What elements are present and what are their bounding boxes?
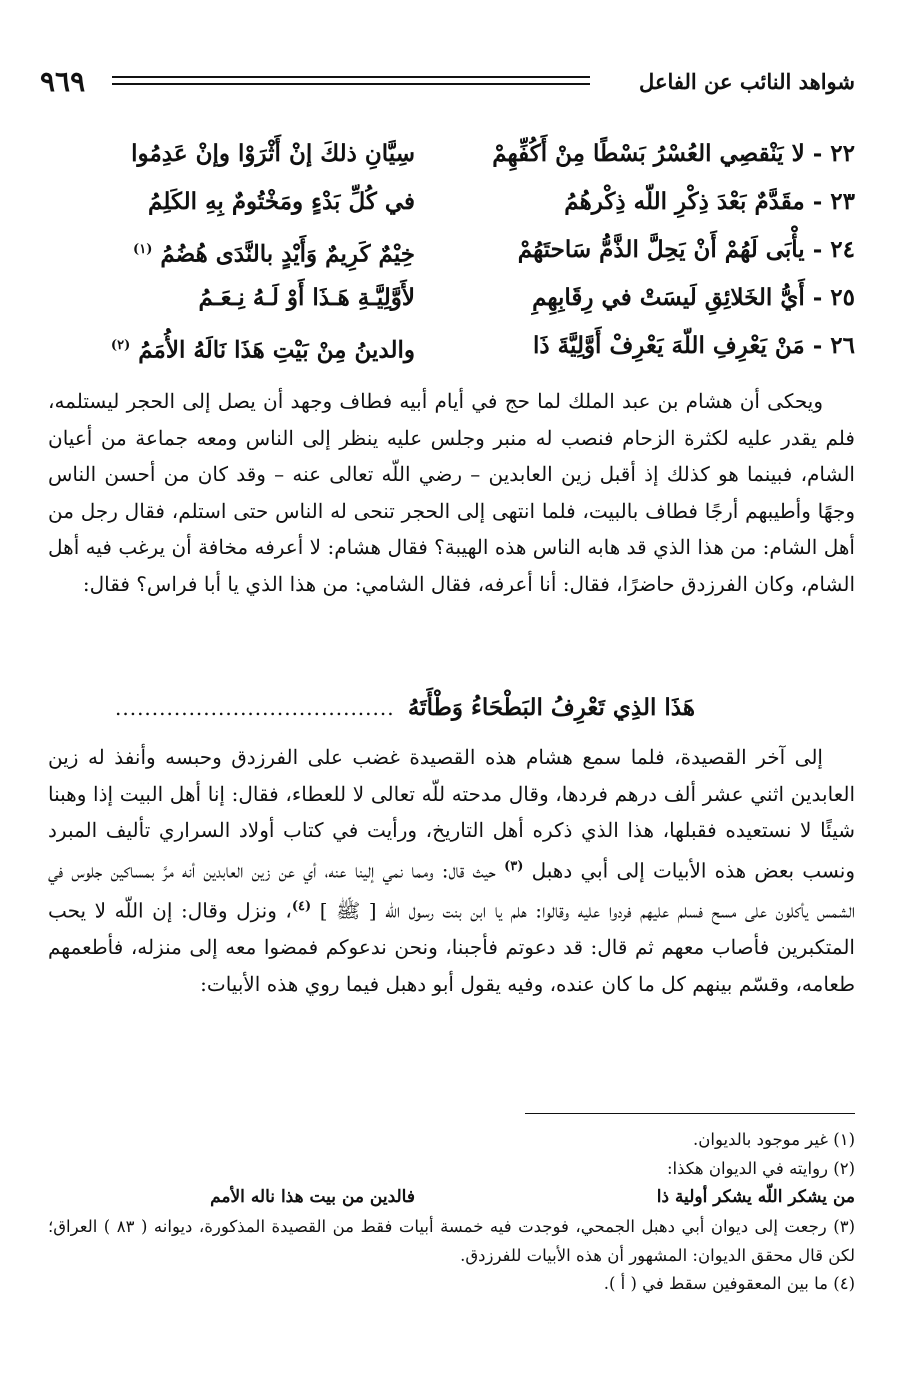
verse-number: ٢٤ [830, 236, 855, 263]
quoted-verse-ellipsis: ...................................... [115, 696, 395, 720]
footnote-2-verse [48, 1183, 855, 1213]
verse-line [50, 130, 855, 178]
poem-verses [50, 130, 855, 370]
footnote-verse-first: من يشكر اللّه يشكر أولية ذا [656, 1187, 855, 1207]
verse-first-hemistich: ٢٦ - مَنْ يَعْرِفِ اللّهَ يَعْرِفْ أَوَّلِيَّةَ ذَا [533, 332, 855, 359]
footnote-2: (٢) روايته في الديوان هكذا: [666, 1158, 855, 1178]
verse-first-text: لا يَنْقصِي العُسْرُ بَسْطًا مِنْ أَكُفِّهِمْ [492, 140, 805, 167]
verse-first-hemistich: ٢٢ - لا يَنْقصِي العُسْرُ بَسْطًا مِنْ أَكُفِّهِمْ [492, 140, 855, 167]
verse-first-text: مَنْ يَعْرِفِ اللّهَ يَعْرِفْ أَوَّلِيَّةَ ذَا [533, 332, 805, 359]
verse-first-text: أَيُّ الخَلائِقِ لَيسَتْ في رِقَابِهِمِ [532, 284, 805, 311]
paragraph-text: ويحكى أن هشام بن عبد الملك لما حج في أيام أبيه فطاف وجهد أن يصل إلى الحجر ليستلمه، فلم يقدر عليه لكثرة الزحام فنصب له منبر وجلس عليه ينظر إلى الناس ومعه جماعة من أعيان الشام، فبينما هو كذلك إذ أقبل زين العابدين – رضي اللّه تعالى عنه – وقد كان من أحسن الناس وجهًا وأطيبهم أرجًا فطاف بالبيت، فلما انتهى إلى الحجر تنحى له الناس حتى استلم، فقال رجل من أهل الشام: من هذا الذي قد هابه الناس هذه الهيبة؟ فقال هشام: لا أعرفه مخافة أن يرغب فيه أهل الشام، وكان الفرزدق حاضرًا، فقال: أنا أعرفه، فقال الشامي: من هذا الذي يا أبا فراس؟ فقال: [48, 389, 855, 596]
verse-line [50, 178, 855, 226]
paragraph-text-part3: ، ونزل وقال: إن اللّه لا يحب المتكبرين فأصاب معهم ثم قال: قد دعوتم فأجبنا، ونحن ندعوكم فمضوا معه إلى منزله، فأطعمهم طعامه، وقسّم بينهم كل ما كان عنده، وفيه يقول أبو دهبل فيما روي هذه الأبيات: [48, 898, 855, 996]
verse-number: ٢٦ [830, 332, 855, 359]
footnote-ref: (٢) [110, 338, 131, 353]
verse-line [50, 322, 855, 370]
footnote-ref: (١) [133, 242, 153, 257]
header-double-rule [112, 76, 590, 85]
verse-first-hemistich: ٢٣ - مقَدَّمٌ بَعْدَ ذِكْرِ اللّه ذِكْرهُمُ [564, 188, 855, 215]
verse-first-text: يأْبَى لَهُمْ أَنْ يَحِلَّ الذَّمُّ سَاحتَهُمْ [517, 236, 805, 263]
footnote-3: (٣) رجعت إلى ديوان أبي دهبل الجمحي، فوجدت فيه خمسة أبيات فقط من القصيدة المذكورة، ديوانه ( ٨٣ ) العراق؛ لكن قال محقق الديوان: المشهور أن هذه الأبيات للفرزدق. [48, 1217, 855, 1265]
quoted-verse [50, 688, 855, 730]
verse-number: ٢٢ [830, 140, 855, 167]
footnote-separator [525, 1113, 855, 1114]
quoted-verse-text: هَذَا الذِي تَعْرِفُ البَطْحَاءُ وَطْأَتَهُ [407, 694, 695, 721]
verse-second-hemistich: سِيَّانِ ذلكَ إنْ أَثْرَوْا وإنْ عَدِمُوا [131, 140, 415, 167]
footnote-1: (١) غير موجود بالديوان. [693, 1130, 855, 1149]
verse-number: ٢٥ [830, 284, 855, 311]
paragraph-text-part1: إلى آخر القصيدة، فلما سمع هشام هذه القصيدة غضب على الفرزدق وحبسه وأنفذ له زين العابدين اثني عشر ألف درهم فردها، وقال مدحته للّه تعالى لا للعطاء، فقال: إنا أهل البيت إذا وهبنا شيئًا لا نستعيده فقبلها، هذا الذي ذكره أهل التاريخ، ورأيت في كتاب أولاد السراري تأليف المبرد ونسب بعض هذه الأبيات إلى أبي دهبل [48, 745, 856, 883]
page-number: ٩٦٩ [40, 65, 86, 98]
verse-first-hemistich: ٢٤ - يأْبَى لَهُمْ أَنْ يَحِلَّ الذَّمُّ سَاحتَهُمْ [517, 236, 855, 263]
verse-line [50, 274, 855, 322]
verse-second-hemistich: لأَوَّلِيَّـةِ هَـذَا أَوْ لَـهُ نِـعَـمُ [198, 284, 415, 311]
footnotes [48, 1126, 855, 1299]
verse-line [50, 226, 855, 274]
verse-second-hemistich: في كُلِّ بَدْءٍ ومَخْتُومٌ بِهِ الكَلِمُ [148, 188, 415, 215]
verse-second-text: والدينُ مِنْ بَيْتِ هَذَا نَالَهُ الأُمَمُ [138, 336, 415, 364]
verse-first-hemistich: ٢٥ - أَيُّ الخَلائِقِ لَيسَتْ في رِقَابِهِمِ [532, 284, 855, 311]
verse-first-text: مقَدَّمٌ بَعْدَ ذِكْرِ اللّه ذِكْرهُمُ [564, 188, 805, 215]
paragraph-continuation [48, 739, 855, 1002]
paragraph-hisham-story [48, 383, 855, 603]
footnote-ref: (٣) [504, 858, 524, 874]
page-header [40, 62, 855, 102]
footnote-verse-second: فالدين من بيت هذا ناله الأمم [210, 1187, 415, 1207]
verse-second-hemistich [133, 226, 415, 279]
footnote-ref: (٤) [291, 899, 312, 915]
verse-number: ٢٣ [830, 188, 855, 215]
running-title: شواهد النائب عن الفاعل [639, 69, 855, 94]
footnote-4: (٤) ما بين المعقوفين سقط في ( أ ). [603, 1274, 855, 1293]
verse-second-text: خِيْمٌ كَرِيمٌ وَأَيْدٍ بالنَّدَى هُضُمُ [160, 240, 415, 268]
verse-second-hemistich [111, 322, 415, 375]
paragraph-text-part2: حيث قال: ومما نمي إلينا عنه، أي عن زين العابدين أنه مرَّ بمساكين جلوس في الشمس يأكلون على مسح فسلم عليهم فردوا عليه وقالوا: هلم يا ابن بنت رسول اللّه [ ﷺ ] [48, 858, 856, 923]
